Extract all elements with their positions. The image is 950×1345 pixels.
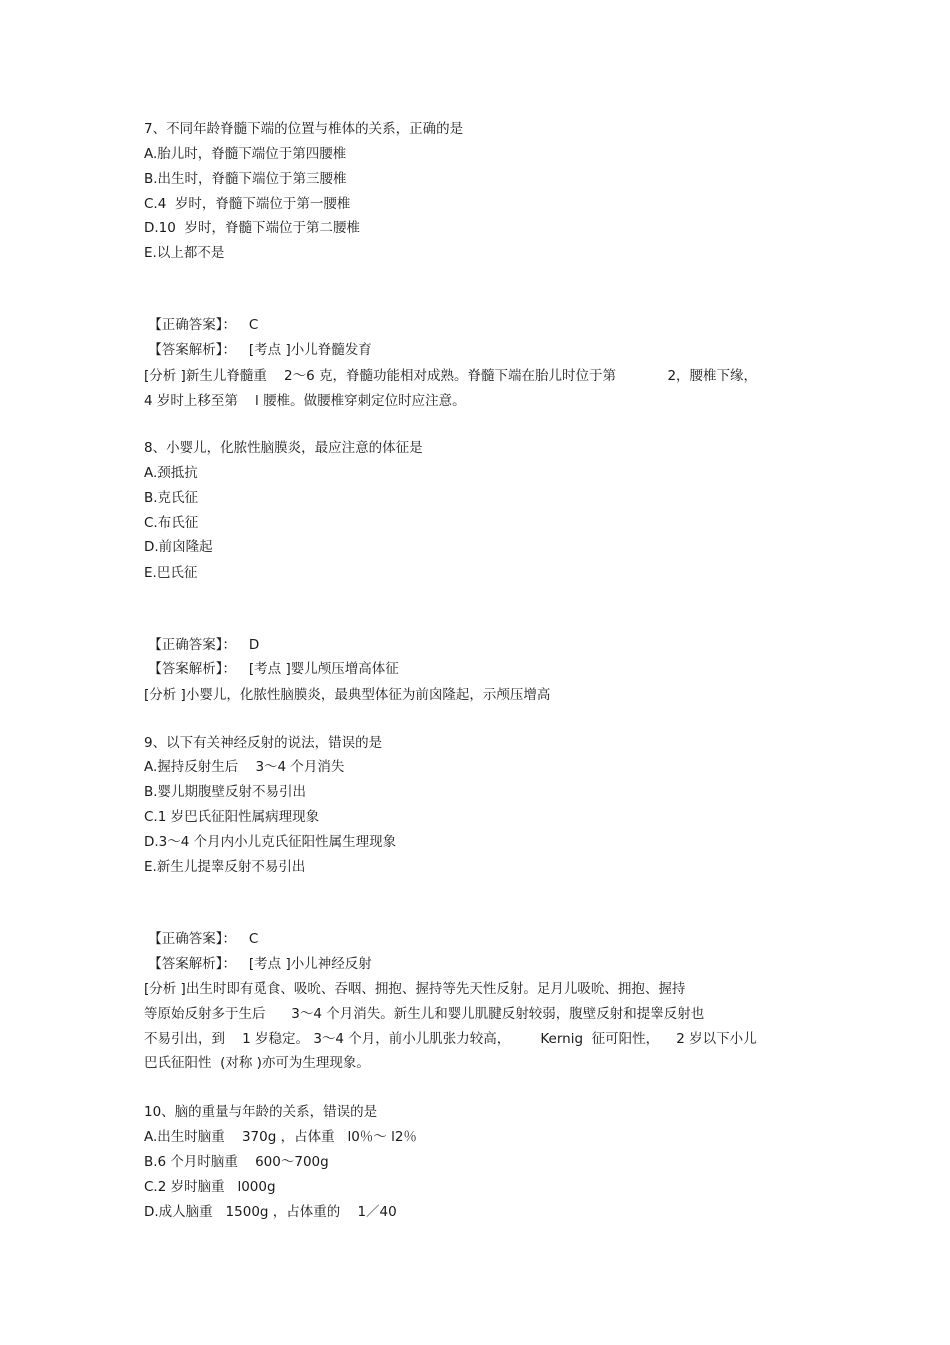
question-8-option-b: B.克氏征 <box>144 490 199 506</box>
question-8-answer: 【正确答案】： D <box>144 637 260 653</box>
question-9-analysis-line-2: 等原始反射多于生后 3～4 个月消失。新生儿和婴儿肌腱反射较弱，腹壁反射和提睾反射也 <box>144 1006 705 1022</box>
question-7-analysis-line-2: 4 岁时上移至第 l 腰椎。做腰椎穿刺定位时应注意。 <box>144 393 466 409</box>
question-7-option-d: D.10 岁时，脊髓下端位于第二腰椎 <box>144 220 360 236</box>
question-9-option-c: C.1 岁巴氏征阳性属病理现象 <box>144 809 320 825</box>
question-8-option-d: D.前囟隆起 <box>144 539 213 555</box>
question-7-option-b: B.出生时，脊髓下端位于第三腰椎 <box>144 171 347 187</box>
question-10-option-d: D.成人脑重 1500g ，占体重的 1／40 <box>144 1204 397 1220</box>
question-9-analysis-line-1: [分析 ]出生时即有觅食、吸吮、吞咽、拥抱、握持等先天性反射。足月儿吸吮、拥抱、握持 <box>144 981 686 997</box>
question-10-option-c: C.2 岁时脑重 l000g <box>144 1179 276 1195</box>
question-7-analysis-line-1: [分析 ]新生儿脊髓重 2～6 克，脊髓功能相对成熟。脊髓下端在胎儿时位于第 2，腰椎下缘， <box>144 368 758 384</box>
question-9-analysis-line-3: 不易引出，到 1 岁稳定。 3～4 个月，前小儿肌张力较高， Kernig 征可阳性， 2 岁以下小儿 <box>144 1031 757 1047</box>
question-9-explanation: 【答案解析】： [考点 ]小儿神经反射 <box>144 956 372 972</box>
question-9-text: 9、以下有关神经反射的说法，错误的是 <box>144 735 383 751</box>
question-7-option-e: E.以上都不是 <box>144 245 225 261</box>
question-8-option-c: C.布氏征 <box>144 515 199 531</box>
question-10-text: 10、脑的重量与年龄的关系，错误的是 <box>144 1104 378 1120</box>
question-7-text: 7、不同年龄脊髓下端的位置与椎体的关系，正确的是 <box>144 121 464 137</box>
question-10-option-a: A.出生时脑重 370g ，占体重 l0％～ l2％ <box>144 1129 417 1145</box>
question-8-analysis-line-1: [分析 ]小婴儿，化脓性脑膜炎，最典型体征为前囟隆起，示颅压增高 <box>144 687 551 703</box>
question-9-analysis-line-4: 巴氏征阳性 (对称 )亦可为生理现象。 <box>144 1055 370 1071</box>
question-9-option-d: D.3～4 个月内小儿克氏征阳性属生理现象 <box>144 834 397 850</box>
question-7-option-c: C.4 岁时，脊髓下端位于第一腰椎 <box>144 196 351 212</box>
question-9-answer: 【正确答案】： C <box>144 931 259 947</box>
question-10-option-b: B.6 个月时脑重 600～700g <box>144 1154 329 1170</box>
question-8-option-a: A.颈抵抗 <box>144 465 198 481</box>
question-7-answer: 【正确答案】： C <box>144 317 259 333</box>
question-7-explanation: 【答案解析】： [考点 ]小儿脊髓发育 <box>144 342 372 358</box>
question-8-option-e: E.巴氏征 <box>144 565 198 581</box>
question-8-text: 8、小婴儿，化脓性脑膜炎，最应注意的体征是 <box>144 440 423 456</box>
question-8-explanation: 【答案解析】： [考点 ]婴儿颅压增高体征 <box>144 661 399 677</box>
question-7-option-a: A.胎儿时，脊髓下端位于第四腰椎 <box>144 146 347 162</box>
question-9-option-a: A.握持反射生后 3～4 个月消失 <box>144 759 345 775</box>
question-9-option-e: E.新生儿提睾反射不易引出 <box>144 859 306 875</box>
question-9-option-b: B.婴儿期腹壁反射不易引出 <box>144 784 307 800</box>
